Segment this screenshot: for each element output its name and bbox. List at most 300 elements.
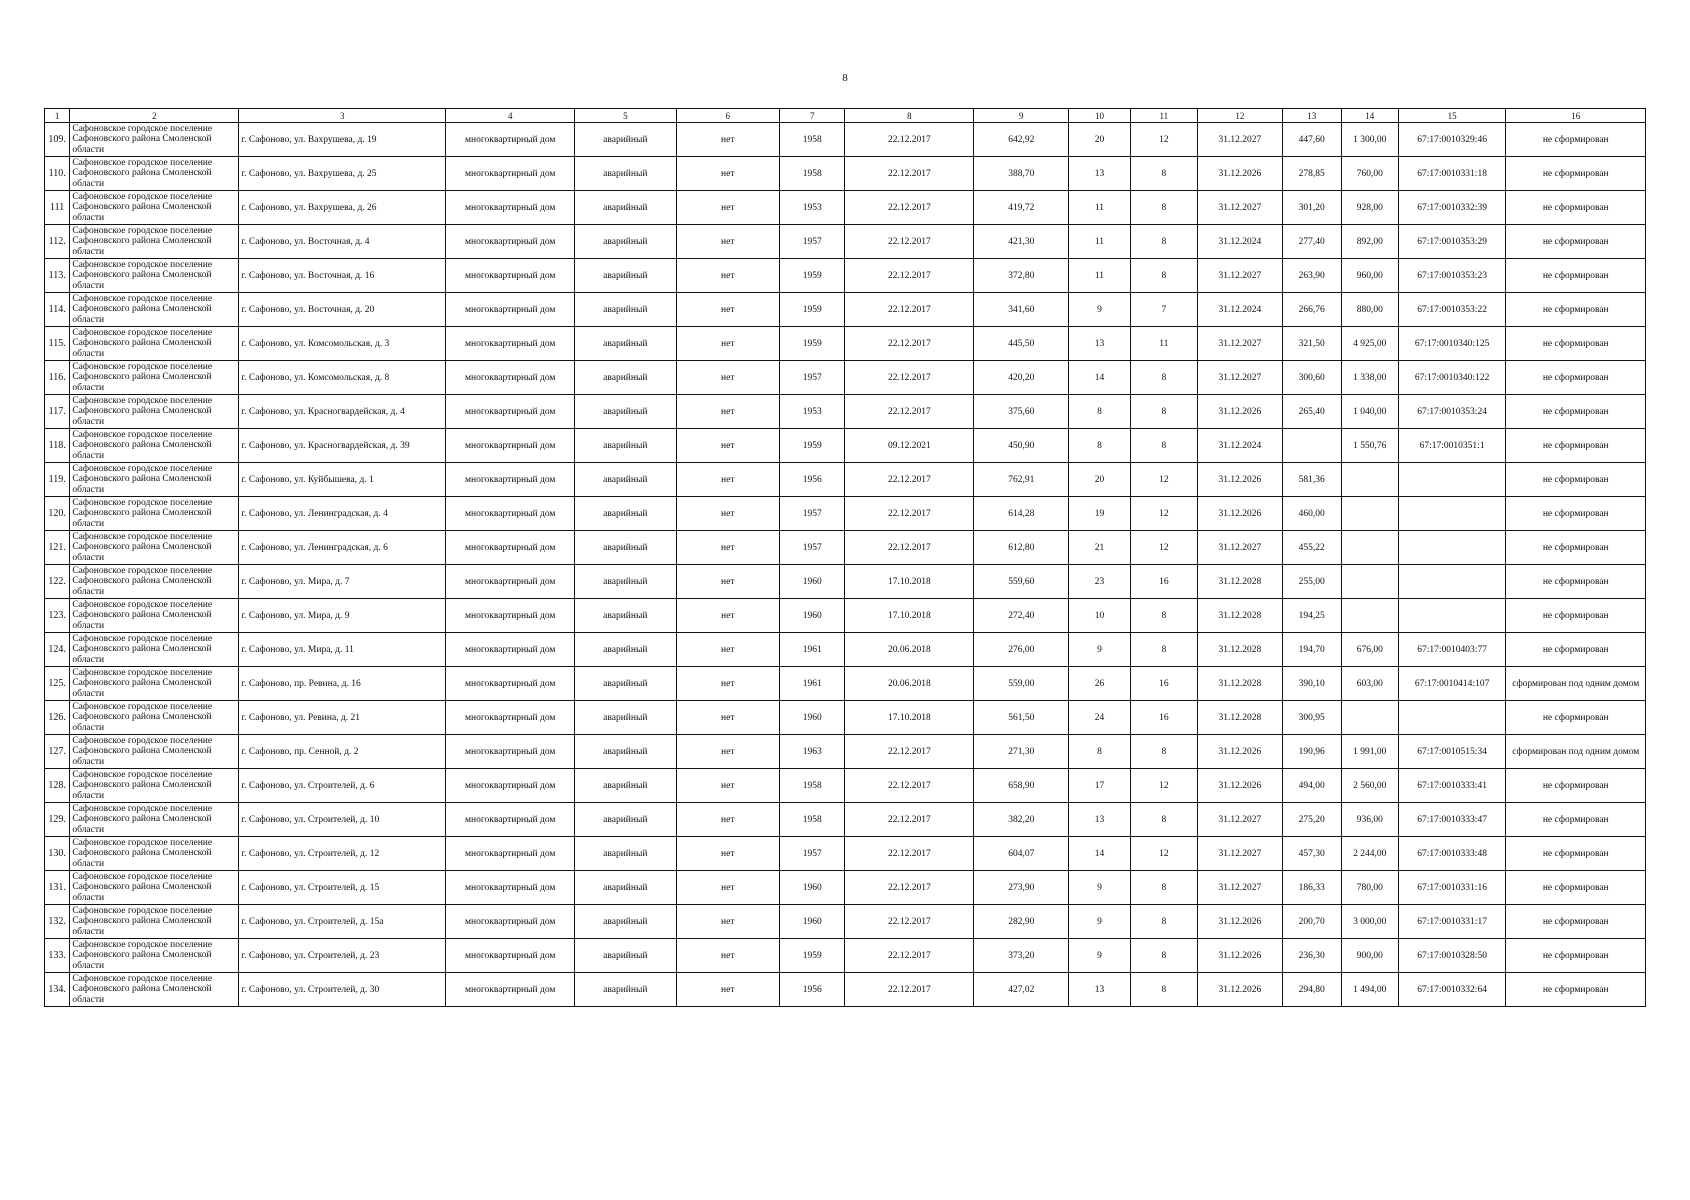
- table-cell: 117.: [45, 395, 70, 429]
- table-cell: 3 000,00: [1341, 905, 1398, 939]
- table-cell: аварийный: [575, 463, 676, 497]
- table-cell: 67:17:0010332:64: [1398, 973, 1506, 1007]
- table-cell: 31.12.2028: [1198, 701, 1282, 735]
- table-cell: не сформирован: [1506, 293, 1646, 327]
- housing-register-table: [44, 108, 1646, 1007]
- table-cell: 26: [1069, 667, 1130, 701]
- table-cell: 126.: [45, 701, 70, 735]
- column-header: 5: [575, 109, 676, 123]
- table-cell: аварийный: [575, 735, 676, 769]
- table-cell: Сафоновское городское поселение Сафоновского района Смоленской области: [70, 293, 239, 327]
- table-cell: 24: [1069, 701, 1130, 735]
- table-cell: 8: [1130, 429, 1198, 463]
- table-cell: Сафоновское городское поселение Сафоновского района Смоленской области: [70, 497, 239, 531]
- table-cell: 8: [1130, 735, 1198, 769]
- table-cell: г. Сафоново, ул. Строителей, д. 12: [239, 837, 446, 871]
- table-cell: [1282, 429, 1341, 463]
- column-header: 13: [1282, 109, 1341, 123]
- table-body: [45, 123, 1646, 1007]
- table-cell: не сформирован: [1506, 769, 1646, 803]
- table-cell: 132.: [45, 905, 70, 939]
- table-cell: Сафоновское городское поселение Сафоновского района Смоленской области: [70, 769, 239, 803]
- table-cell: 9: [1069, 939, 1130, 973]
- table-cell: не сформирован: [1506, 463, 1646, 497]
- table-cell: нет: [676, 803, 779, 837]
- table-row: [45, 769, 1646, 803]
- table-cell: нет: [676, 225, 779, 259]
- table-row: [45, 803, 1646, 837]
- table-cell: 134.: [45, 973, 70, 1007]
- table-cell: Сафоновское городское поселение Сафоновского района Смоленской области: [70, 463, 239, 497]
- table-cell: 31.12.2026: [1198, 157, 1282, 191]
- table-cell: многоквартирный дом: [446, 225, 575, 259]
- table-cell: 22.12.2017: [845, 225, 974, 259]
- table-cell: не сформирован: [1506, 633, 1646, 667]
- table-cell: г. Сафоново, ул. Мира, д. 7: [239, 565, 446, 599]
- table-cell: 12: [1130, 769, 1198, 803]
- table-cell: 7: [1130, 293, 1198, 327]
- table-cell: 1960: [779, 565, 844, 599]
- table-cell: многоквартирный дом: [446, 633, 575, 667]
- table-cell: 31.12.2026: [1198, 463, 1282, 497]
- table-cell: 900,00: [1341, 939, 1398, 973]
- table-cell: не сформирован: [1506, 361, 1646, 395]
- table-cell: 12: [1130, 497, 1198, 531]
- table-cell: 1963: [779, 735, 844, 769]
- table-cell: аварийный: [575, 225, 676, 259]
- table-cell: 936,00: [1341, 803, 1398, 837]
- table-cell: аварийный: [575, 429, 676, 463]
- table-cell: 13: [1069, 973, 1130, 1007]
- table-cell: 450,90: [974, 429, 1069, 463]
- table-cell: 271,30: [974, 735, 1069, 769]
- table-cell: многоквартирный дом: [446, 327, 575, 361]
- table-cell: 31.12.2026: [1198, 735, 1282, 769]
- table-cell: 373,20: [974, 939, 1069, 973]
- table-cell: Сафоновское городское поселение Сафоновского района Смоленской области: [70, 871, 239, 905]
- table-cell: 388,70: [974, 157, 1069, 191]
- table-cell: Сафоновское городское поселение Сафоновского района Смоленской области: [70, 837, 239, 871]
- table-row: [45, 259, 1646, 293]
- table-cell: 1960: [779, 905, 844, 939]
- column-header: 4: [446, 109, 575, 123]
- table-cell: 455,22: [1282, 531, 1341, 565]
- table-cell: 22.12.2017: [845, 803, 974, 837]
- table-cell: г. Сафоново, ул. Восточная, д. 20: [239, 293, 446, 327]
- table-cell: [1341, 599, 1398, 633]
- table-cell: нет: [676, 973, 779, 1007]
- table-cell: 67:17:0010403:77: [1398, 633, 1506, 667]
- table-cell: 67:17:0010332:39: [1398, 191, 1506, 225]
- table-cell: многоквартирный дом: [446, 293, 575, 327]
- table-cell: 1 494,00: [1341, 973, 1398, 1007]
- table-cell: 67:17:0010340:122: [1398, 361, 1506, 395]
- column-header: 12: [1198, 109, 1282, 123]
- table-cell: 8: [1130, 803, 1198, 837]
- table-cell: 372,80: [974, 259, 1069, 293]
- table-cell: не сформирован: [1506, 123, 1646, 157]
- table-cell: 22.12.2017: [845, 735, 974, 769]
- table-row: [45, 191, 1646, 225]
- table-cell: г. Сафоново, ул. Вахрушева, д. 26: [239, 191, 446, 225]
- table-cell: многоквартирный дом: [446, 837, 575, 871]
- table-cell: нет: [676, 429, 779, 463]
- table-cell: 109.: [45, 123, 70, 157]
- table-cell: 277,40: [1282, 225, 1341, 259]
- table-cell: Сафоновское городское поселение Сафоновского района Смоленской области: [70, 803, 239, 837]
- table-cell: аварийный: [575, 837, 676, 871]
- table-cell: 130.: [45, 837, 70, 871]
- table-cell: многоквартирный дом: [446, 803, 575, 837]
- table-cell: Сафоновское городское поселение Сафоновского района Смоленской области: [70, 905, 239, 939]
- table-cell: 14: [1069, 361, 1130, 395]
- table-cell: 19: [1069, 497, 1130, 531]
- table-cell: 31.12.2028: [1198, 633, 1282, 667]
- table-cell: 22.12.2017: [845, 769, 974, 803]
- table-cell: 67:17:0010331:17: [1398, 905, 1506, 939]
- table-cell: г. Сафоново, ул. Мира, д. 9: [239, 599, 446, 633]
- table-cell: 614,28: [974, 497, 1069, 531]
- table-cell: 186,33: [1282, 871, 1341, 905]
- table-cell: 421,30: [974, 225, 1069, 259]
- table-cell: г. Сафоново, ул. Вахрушева, д. 19: [239, 123, 446, 157]
- table-cell: 119.: [45, 463, 70, 497]
- table-cell: 11: [1069, 225, 1130, 259]
- table-cell: 31.12.2027: [1198, 837, 1282, 871]
- table-cell: не сформирован: [1506, 939, 1646, 973]
- table-cell: многоквартирный дом: [446, 395, 575, 429]
- table-cell: 16: [1130, 667, 1198, 701]
- table-cell: нет: [676, 871, 779, 905]
- table-cell: 22.12.2017: [845, 973, 974, 1007]
- table-cell: нет: [676, 293, 779, 327]
- table-cell: 1960: [779, 599, 844, 633]
- table-cell: 427,02: [974, 973, 1069, 1007]
- table-cell: 460,00: [1282, 497, 1341, 531]
- table-cell: 341,60: [974, 293, 1069, 327]
- table-cell: 1 991,00: [1341, 735, 1398, 769]
- table-row: [45, 599, 1646, 633]
- table-cell: 1957: [779, 225, 844, 259]
- table-cell: аварийный: [575, 293, 676, 327]
- table-cell: 67:17:0010353:29: [1398, 225, 1506, 259]
- table-cell: 31.12.2026: [1198, 395, 1282, 429]
- table-cell: 31.12.2027: [1198, 191, 1282, 225]
- table-cell: 9: [1069, 871, 1130, 905]
- table-cell: Сафоновское городское поселение Сафоновского района Смоленской области: [70, 973, 239, 1007]
- table-cell: аварийный: [575, 803, 676, 837]
- table-cell: 67:17:0010515:34: [1398, 735, 1506, 769]
- table-cell: 8: [1130, 191, 1198, 225]
- table-cell: 1957: [779, 361, 844, 395]
- table-cell: 1 040,00: [1341, 395, 1398, 429]
- column-header: 14: [1341, 109, 1398, 123]
- table-cell: Сафоновское городское поселение Сафоновского района Смоленской области: [70, 599, 239, 633]
- table-row: [45, 429, 1646, 463]
- column-header: 15: [1398, 109, 1506, 123]
- table-cell: Сафоновское городское поселение Сафоновского района Смоленской области: [70, 259, 239, 293]
- column-header: 7: [779, 109, 844, 123]
- table-cell: не сформирован: [1506, 973, 1646, 1007]
- table-cell: 8: [1130, 871, 1198, 905]
- table-cell: г. Сафоново, ул. Строителей, д. 23: [239, 939, 446, 973]
- table-cell: 13: [1069, 157, 1130, 191]
- table-cell: 16: [1130, 565, 1198, 599]
- table-cell: 8: [1130, 905, 1198, 939]
- column-header: 3: [239, 109, 446, 123]
- table-cell: многоквартирный дом: [446, 667, 575, 701]
- table-cell: 31.12.2027: [1198, 871, 1282, 905]
- table-cell: 1958: [779, 769, 844, 803]
- table-cell: 67:17:0010333:47: [1398, 803, 1506, 837]
- table-cell: 22.12.2017: [845, 327, 974, 361]
- table-cell: 1956: [779, 463, 844, 497]
- table-cell: нет: [676, 735, 779, 769]
- table-cell: Сафоновское городское поселение Сафоновского района Смоленской области: [70, 939, 239, 973]
- table-cell: 111: [45, 191, 70, 225]
- table-cell: 604,07: [974, 837, 1069, 871]
- table-cell: многоквартирный дом: [446, 871, 575, 905]
- table-cell: аварийный: [575, 973, 676, 1007]
- table-cell: Сафоновское городское поселение Сафоновского района Смоленской области: [70, 395, 239, 429]
- table-cell: 294,80: [1282, 973, 1341, 1007]
- table-cell: многоквартирный дом: [446, 497, 575, 531]
- table-row: [45, 123, 1646, 157]
- column-header: 16: [1506, 109, 1646, 123]
- table-cell: [1341, 531, 1398, 565]
- table-cell: аварийный: [575, 327, 676, 361]
- table-cell: 20: [1069, 463, 1130, 497]
- table-cell: 420,20: [974, 361, 1069, 395]
- table-cell: 10: [1069, 599, 1130, 633]
- table-cell: 266,76: [1282, 293, 1341, 327]
- table-cell: 1959: [779, 259, 844, 293]
- table-cell: 112.: [45, 225, 70, 259]
- table-cell: 642,92: [974, 123, 1069, 157]
- table-cell: 31.12.2027: [1198, 259, 1282, 293]
- table-cell: Сафоновское городское поселение Сафоновского района Смоленской области: [70, 633, 239, 667]
- table-cell: 275,20: [1282, 803, 1341, 837]
- table-cell: 8: [1130, 395, 1198, 429]
- table-cell: 8: [1069, 429, 1130, 463]
- table-cell: 22.12.2017: [845, 463, 974, 497]
- table-cell: 31.12.2027: [1198, 803, 1282, 837]
- table-cell: 22.12.2017: [845, 259, 974, 293]
- table-cell: г. Сафоново, ул. Красногвардейская, д. 4: [239, 395, 446, 429]
- table-cell: нет: [676, 191, 779, 225]
- table-cell: нет: [676, 259, 779, 293]
- table-cell: 1957: [779, 531, 844, 565]
- table-cell: г. Сафоново, ул. Ленинградская, д. 4: [239, 497, 446, 531]
- table-cell: многоквартирный дом: [446, 565, 575, 599]
- table-cell: 658,90: [974, 769, 1069, 803]
- table-cell: не сформирован: [1506, 429, 1646, 463]
- table-cell: 2 560,00: [1341, 769, 1398, 803]
- table-row: [45, 565, 1646, 599]
- table-cell: 263,90: [1282, 259, 1341, 293]
- table-cell: сформирован под одним домом: [1506, 735, 1646, 769]
- table-cell: 561,50: [974, 701, 1069, 735]
- table-cell: 200,70: [1282, 905, 1341, 939]
- table-cell: нет: [676, 565, 779, 599]
- table-cell: аварийный: [575, 599, 676, 633]
- table-cell: г. Сафоново, ул. Восточная, д. 4: [239, 225, 446, 259]
- table-cell: 300,95: [1282, 701, 1341, 735]
- table-cell: 8: [1130, 157, 1198, 191]
- table-row: [45, 531, 1646, 565]
- table-cell: Сафоновское городское поселение Сафоновского района Смоленской области: [70, 531, 239, 565]
- table-cell: [1398, 565, 1506, 599]
- table-cell: 273,90: [974, 871, 1069, 905]
- column-header: 6: [676, 109, 779, 123]
- table-cell: аварийный: [575, 191, 676, 225]
- table-cell: нет: [676, 769, 779, 803]
- table-cell: 419,72: [974, 191, 1069, 225]
- table-cell: аварийный: [575, 565, 676, 599]
- table-cell: многоквартирный дом: [446, 701, 575, 735]
- table-cell: 21: [1069, 531, 1130, 565]
- table-cell: 31.12.2026: [1198, 769, 1282, 803]
- table-cell: Сафоновское городское поселение Сафоновского района Смоленской области: [70, 667, 239, 701]
- table-cell: 8: [1130, 361, 1198, 395]
- column-header: 9: [974, 109, 1069, 123]
- page-number: 8: [842, 72, 848, 84]
- table-cell: 120.: [45, 497, 70, 531]
- table-cell: 115.: [45, 327, 70, 361]
- table-cell: Сафоновское городское поселение Сафоновского района Смоленской области: [70, 157, 239, 191]
- table-cell: 31.12.2024: [1198, 293, 1282, 327]
- table-cell: 1 300,00: [1341, 123, 1398, 157]
- table-cell: 125.: [45, 667, 70, 701]
- table-cell: г. Сафоново, пр. Сенной, д. 2: [239, 735, 446, 769]
- table-cell: [1398, 531, 1506, 565]
- table-cell: 236,30: [1282, 939, 1341, 973]
- table-cell: 194,70: [1282, 633, 1341, 667]
- table-cell: 892,00: [1341, 225, 1398, 259]
- table-cell: 1958: [779, 803, 844, 837]
- table-cell: аварийный: [575, 871, 676, 905]
- table-cell: многоквартирный дом: [446, 361, 575, 395]
- table-cell: 1959: [779, 939, 844, 973]
- table-cell: [1341, 463, 1398, 497]
- table-cell: 382,20: [974, 803, 1069, 837]
- table-cell: 22.12.2017: [845, 361, 974, 395]
- table-cell: не сформирован: [1506, 837, 1646, 871]
- table-cell: 190,96: [1282, 735, 1341, 769]
- table-cell: Сафоновское городское поселение Сафоновского района Смоленской области: [70, 429, 239, 463]
- table-cell: нет: [676, 701, 779, 735]
- table-cell: многоквартирный дом: [446, 157, 575, 191]
- column-header: 10: [1069, 109, 1130, 123]
- table-cell: 603,00: [1341, 667, 1398, 701]
- table-cell: 1957: [779, 497, 844, 531]
- table-cell: 11: [1130, 327, 1198, 361]
- table-row: [45, 293, 1646, 327]
- table-cell: 9: [1069, 633, 1130, 667]
- table-cell: 67:17:0010353:23: [1398, 259, 1506, 293]
- table-cell: 20: [1069, 123, 1130, 157]
- table-cell: 457,30: [1282, 837, 1341, 871]
- table-cell: 22.12.2017: [845, 531, 974, 565]
- table-cell: не сформирован: [1506, 701, 1646, 735]
- table-cell: многоквартирный дом: [446, 735, 575, 769]
- table-cell: 20.06.2018: [845, 667, 974, 701]
- table-row: [45, 157, 1646, 191]
- table-cell: не сформирован: [1506, 565, 1646, 599]
- table-cell: нет: [676, 157, 779, 191]
- table-cell: 17.10.2018: [845, 599, 974, 633]
- table-cell: Сафоновское городское поселение Сафоновского района Смоленской области: [70, 123, 239, 157]
- table-cell: 12: [1130, 837, 1198, 871]
- table-row: [45, 667, 1646, 701]
- table-cell: нет: [676, 633, 779, 667]
- table-cell: 116.: [45, 361, 70, 395]
- table-cell: 1958: [779, 157, 844, 191]
- table-cell: г. Сафоново, ул. Ревина, д. 21: [239, 701, 446, 735]
- table-cell: 194,25: [1282, 599, 1341, 633]
- table-cell: г. Сафоново, ул. Вахрушева, д. 25: [239, 157, 446, 191]
- table-cell: 928,00: [1341, 191, 1398, 225]
- table-cell: [1341, 701, 1398, 735]
- table-cell: 8: [1130, 225, 1198, 259]
- table-cell: 67:17:0010333:41: [1398, 769, 1506, 803]
- table-cell: не сформирован: [1506, 531, 1646, 565]
- table-cell: 16: [1130, 701, 1198, 735]
- table-cell: 612,80: [974, 531, 1069, 565]
- table-cell: 11: [1069, 191, 1130, 225]
- table-cell: 880,00: [1341, 293, 1398, 327]
- table-cell: Сафоновское городское поселение Сафоновского района Смоленской области: [70, 735, 239, 769]
- table-cell: г. Сафоново, ул. Строителей, д. 15а: [239, 905, 446, 939]
- table-cell: не сформирован: [1506, 191, 1646, 225]
- table-cell: 122.: [45, 565, 70, 599]
- table-row: [45, 225, 1646, 259]
- table-cell: Сафоновское городское поселение Сафоновского района Смоленской области: [70, 565, 239, 599]
- table-cell: г. Сафоново, ул. Строителей, д. 10: [239, 803, 446, 837]
- table-cell: аварийный: [575, 123, 676, 157]
- table-cell: 67:17:0010328:50: [1398, 939, 1506, 973]
- table-cell: 1957: [779, 837, 844, 871]
- table-row: [45, 701, 1646, 735]
- table-cell: 67:17:0010329:46: [1398, 123, 1506, 157]
- table-cell: 559,60: [974, 565, 1069, 599]
- table-cell: 2 244,00: [1341, 837, 1398, 871]
- table-cell: 9: [1069, 905, 1130, 939]
- table-cell: многоквартирный дом: [446, 599, 575, 633]
- table-cell: 559,00: [974, 667, 1069, 701]
- table-cell: 17.10.2018: [845, 701, 974, 735]
- table-cell: 67:17:0010351:1: [1398, 429, 1506, 463]
- table-cell: 31.12.2027: [1198, 531, 1282, 565]
- table-cell: 123.: [45, 599, 70, 633]
- table-cell: [1398, 701, 1506, 735]
- table-cell: не сформирован: [1506, 157, 1646, 191]
- table-cell: 20.06.2018: [845, 633, 974, 667]
- table-cell: 278,85: [1282, 157, 1341, 191]
- column-header: 2: [70, 109, 239, 123]
- table-cell: 124.: [45, 633, 70, 667]
- table-cell: 67:17:0010340:125: [1398, 327, 1506, 361]
- table-cell: 22.12.2017: [845, 939, 974, 973]
- table-cell: Сафоновское городское поселение Сафоновского района Смоленской области: [70, 361, 239, 395]
- table-cell: 31.12.2028: [1198, 599, 1282, 633]
- table-cell: г. Сафоново, ул. Строителей, д. 30: [239, 973, 446, 1007]
- table-cell: 494,00: [1282, 769, 1341, 803]
- table-cell: 1953: [779, 395, 844, 429]
- table-cell: нет: [676, 667, 779, 701]
- table-cell: 13: [1069, 803, 1130, 837]
- table-cell: 447,60: [1282, 123, 1341, 157]
